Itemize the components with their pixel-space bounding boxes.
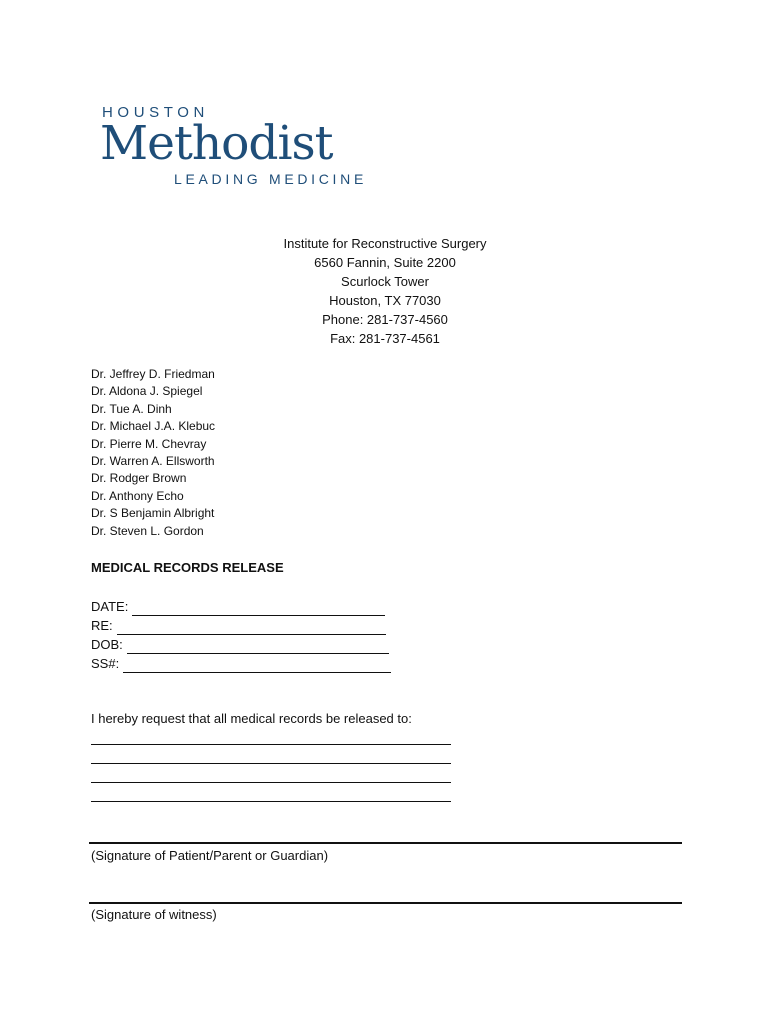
form-title: MEDICAL RECORDS RELEASE xyxy=(91,560,284,575)
ss-field-row xyxy=(91,654,391,673)
re-blank[interactable] xyxy=(117,620,386,635)
doctor-name: Dr. Michael J.A. Klebuc xyxy=(91,419,216,434)
recipient-line[interactable] xyxy=(91,744,451,745)
doctor-name: Dr. Steven L. Gordon xyxy=(91,523,204,538)
logo-tagline: LEADING MEDICINE xyxy=(174,171,367,187)
recipient-line[interactable] xyxy=(91,763,451,764)
recipient-line[interactable] xyxy=(91,801,451,802)
logo-main-text: Methodist xyxy=(100,116,333,171)
patient-signature-label: (Signature of Patient/Parent or Guardian) xyxy=(91,848,329,863)
doctor-name: Dr. Rodger Brown xyxy=(91,471,187,486)
release-request-text: I hereby request that all medical records be released to: xyxy=(91,711,412,726)
witness-signature-line[interactable] xyxy=(89,902,682,904)
address-line-institute: Institute for Reconstructive Surgery xyxy=(283,236,487,251)
witness-signature-label: (Signature of witness) xyxy=(91,907,217,922)
patient-fields xyxy=(91,597,391,673)
ss-label: SS#: xyxy=(91,656,120,671)
recipient-line[interactable] xyxy=(91,782,451,783)
re-field-row xyxy=(91,616,391,635)
dob-blank[interactable] xyxy=(127,639,389,654)
doctor-name: Dr. S Benjamin Albright xyxy=(91,506,215,521)
date-blank[interactable] xyxy=(132,601,385,616)
doctor-name: Dr. Jeffrey D. Friedman xyxy=(91,367,215,381)
dob-field-row xyxy=(91,635,391,654)
logo-top-text: HOUSTON xyxy=(102,104,209,121)
date-label: DATE: xyxy=(91,599,129,614)
houston-methodist-logo xyxy=(100,104,370,188)
re-label: RE: xyxy=(91,618,113,633)
ss-blank[interactable] xyxy=(123,658,391,673)
date-field-row xyxy=(91,597,391,616)
doctor-name: Dr. Warren A. Ellsworth xyxy=(91,454,215,469)
doctor-name: Dr. Pierre M. Chevray xyxy=(91,436,207,451)
address-line-fax: Fax: 281-737-4561 xyxy=(330,331,440,346)
doctor-name: Dr. Anthony Echo xyxy=(91,488,184,503)
doctor-name: Dr. Tue A. Dinh xyxy=(91,401,172,416)
dob-label: DOB: xyxy=(91,637,123,652)
doctor-list xyxy=(91,366,215,540)
address-block xyxy=(0,234,770,348)
address-line-street: 6560 Fannin, Suite 2200 xyxy=(314,255,456,270)
address-line-building: Scurlock Tower xyxy=(341,274,429,289)
patient-signature-line[interactable] xyxy=(89,842,682,844)
address-line-city: Houston, TX 77030 xyxy=(329,293,441,308)
doctor-name: Dr. Aldona J. Spiegel xyxy=(91,384,203,399)
address-line-phone: Phone: 281-737-4560 xyxy=(322,312,448,327)
